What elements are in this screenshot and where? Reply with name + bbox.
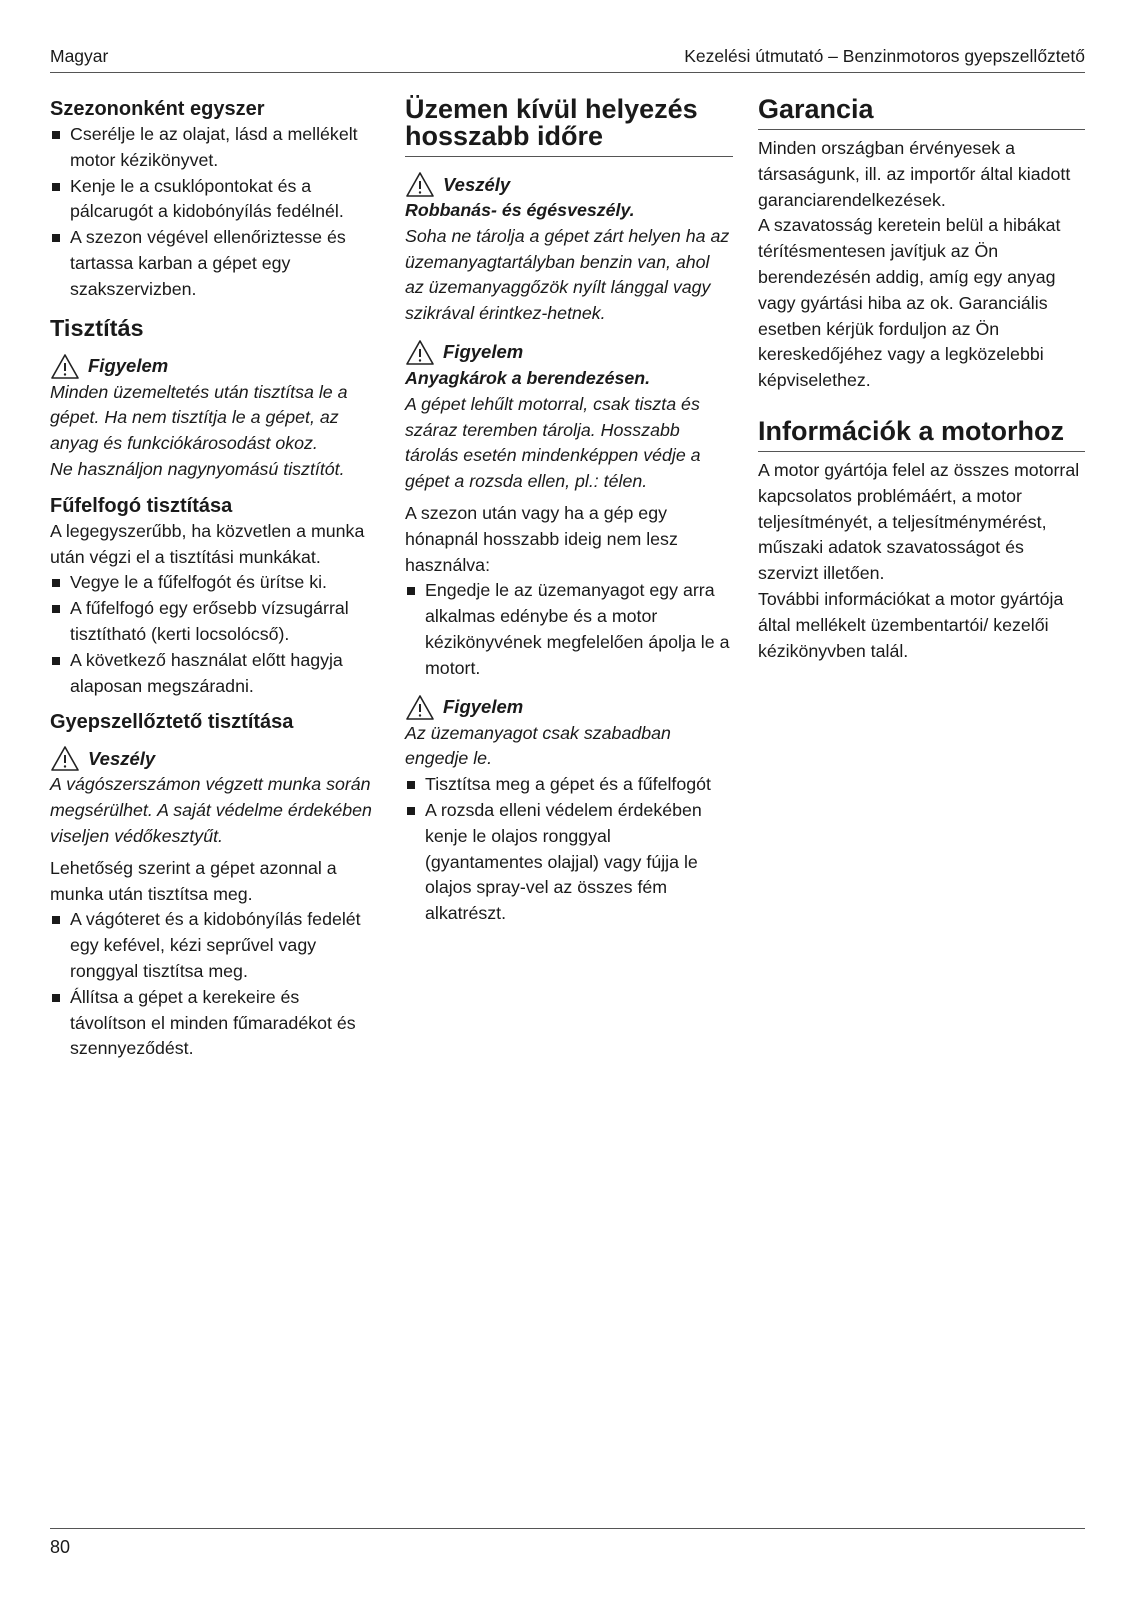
bullet-icon [407,781,415,789]
warning-triangle-icon [50,745,80,772]
engine-info-text-2: További információkat a motor gyártója által mellékelt üzembentartói/ kezelői kézikönyvben talál. [758,588,1064,661]
footer-divider [50,1528,1085,1529]
bullet-icon [52,131,60,139]
list-item: Kenje le a csuklópontokat és a pálcarugót a kidobónyílás fedélnél. [50,174,380,226]
list-item: Állítsa a gépet a kerekeire és távolítson el minden fűmaradékot és szennyeződést. [50,985,380,1062]
column-2 [405,96,733,927]
header-language: Magyar [50,46,109,66]
storage-list-1 [405,578,733,681]
storage-list-2 [405,772,733,927]
page-number: 80 [50,1537,71,1557]
grass-catcher-heading: Fűfelfogó tisztítása [50,494,233,517]
storage-caution-text: A gépet lehűlt motorral, csak tiszta és száraz teremben tárolja. Hosszabb tárolás esetén mindenképpen védje a gépet a rozsda ellen, pl.: télen. [405,393,701,492]
header-doc-title: Kezelési útmutató – Benzinmotoros gyepszellőztető [684,46,1085,66]
bullet-icon [52,183,60,191]
column-3 [758,96,1085,664]
list-item: A következő használat előtt hagyja alaposan megszáradni. [50,648,380,700]
bullet-icon [407,587,415,595]
storage-caution-label: Figyelem [405,339,733,366]
list-item: Tisztítsa meg a gépet és a fűfelfogót [405,772,733,798]
scarifier-heading: Gyepszellőztető tisztítása [50,711,294,734]
bullet-icon [52,994,60,1002]
cleaning-heading: Tisztítás [50,314,144,341]
scarifier-intro: Lehetőség szerint a gépet azonnal a munka után tisztítsa meg. [50,857,337,904]
grass-catcher-intro: A legegyszerűbb, ha közvetlen a munka után végzi el a tisztítási munkákat. [50,520,365,567]
column-1 [50,96,380,1062]
list-item: A fűfelfogó egy erősebb vízsugárral tisztítható (kerti locsolócső). [50,596,380,648]
engine-info-heading: Információk a motorhoz [758,418,1085,452]
cleaning-warning-text: Minden üzemeltetés után tisztítsa le a gépet. Ha nem tisztítja le a gépet, az anyag és funkciókárosodást okoz. [50,381,348,454]
storage-danger-subtitle: Robbanás- és égésveszély. [405,200,635,220]
storage-intro: A szezon után vagy ha a gép egy hónapnál hosszabb ideig nem lesz használva: [405,502,678,575]
warning-triangle-icon [50,353,80,380]
fuel-caution-text: Az üzemanyagot csak szabadban engedje le. [405,722,671,769]
bullet-icon [407,807,415,815]
warning-triangle-icon [405,171,435,198]
warranty-text-2: A szavatosság keretein belül a hibákat térítésmentesen javítjuk az Ön berendezésén addig, amíg egy anyag vagy gyártási hiba az ok. Garanciális esetben kérjük forduljon az Ön kereskedőjéhez vagy a legközelebbi képviselethez. [758,215,1061,391]
storage-caution-subtitle: Anyagkárok a berendezésen. [405,367,651,388]
grass-catcher-list [50,570,380,699]
list-item: Engedje le az üzemanyagot egy arra alkalmas edénybe és a motor kézikönyvének megfelelően ápolja le a motort. [405,578,733,681]
bullet-icon [52,605,60,613]
bullet-icon [52,579,60,587]
storage-danger-text: Soha ne tárolja a gépet zárt helyen ha az üzemanyagtartályban benzin van, ahol az üzemanyaggőzök nyílt lánggal vagy szikrával érintkez-hetnek. [405,225,730,324]
warranty-heading: Garancia [758,96,1085,130]
list-item: A rozsda elleni védelem érdekében kenje le olajos ronggyal (gyantamentes olajjal) vagy fújja le olajos spray-vel az összes fém alkatrészt. [405,798,733,927]
seasonal-list [50,122,380,303]
list-item: Vegye le a fűfelfogót és ürítse ki. [50,570,380,596]
cleaning-warning-label: Figyelem [50,353,380,380]
bullet-icon [52,657,60,665]
storage-heading: Üzemen kívül helyezés hosszabb időre [405,96,733,157]
seasonal-heading: Szezononként egyszer [50,98,265,120]
cleaning-warning-text-2: Ne használjon nagynyomású tisztítót. [50,458,345,479]
fuel-caution-label: Figyelem [405,694,733,721]
warranty-text: Minden országban érvényesek a társaságunk, ill. az importőr által kiadott garanciarendelkezések. [758,138,1071,210]
list-item: A szezon végével ellenőriztesse és tartassa karban a gépet egy szakszervizben. [50,225,380,302]
scarifier-danger-text: A vágószerszámon végzett munka során megsérülhet. A saját védelme érdekében viseljen védőkesztyűt. [50,774,372,846]
warning-triangle-icon [405,339,435,366]
bullet-icon [52,234,60,242]
scarifier-danger-label: Veszély [50,745,380,772]
list-item: A vágóteret és a kidobónyílás fedelét egy kefével, kézi seprűvel vagy ronggyal tisztítsa meg. [50,907,380,984]
scarifier-list [50,907,380,1062]
page-header [50,42,1085,73]
engine-info-text: A motor gyártója felel az összes motorral kapcsolatos problémáért, a motor teljesítményét, a teljesítménymérést, műszaki adatok szavatosságot és szervizt illetően. [758,459,1080,584]
list-item: Cserélje le az olajat, lásd a mellékelt motor kézikönyvet. [50,122,380,174]
bullet-icon [52,916,60,924]
storage-danger-label: Veszély [405,171,733,198]
warning-triangle-icon [405,694,435,721]
